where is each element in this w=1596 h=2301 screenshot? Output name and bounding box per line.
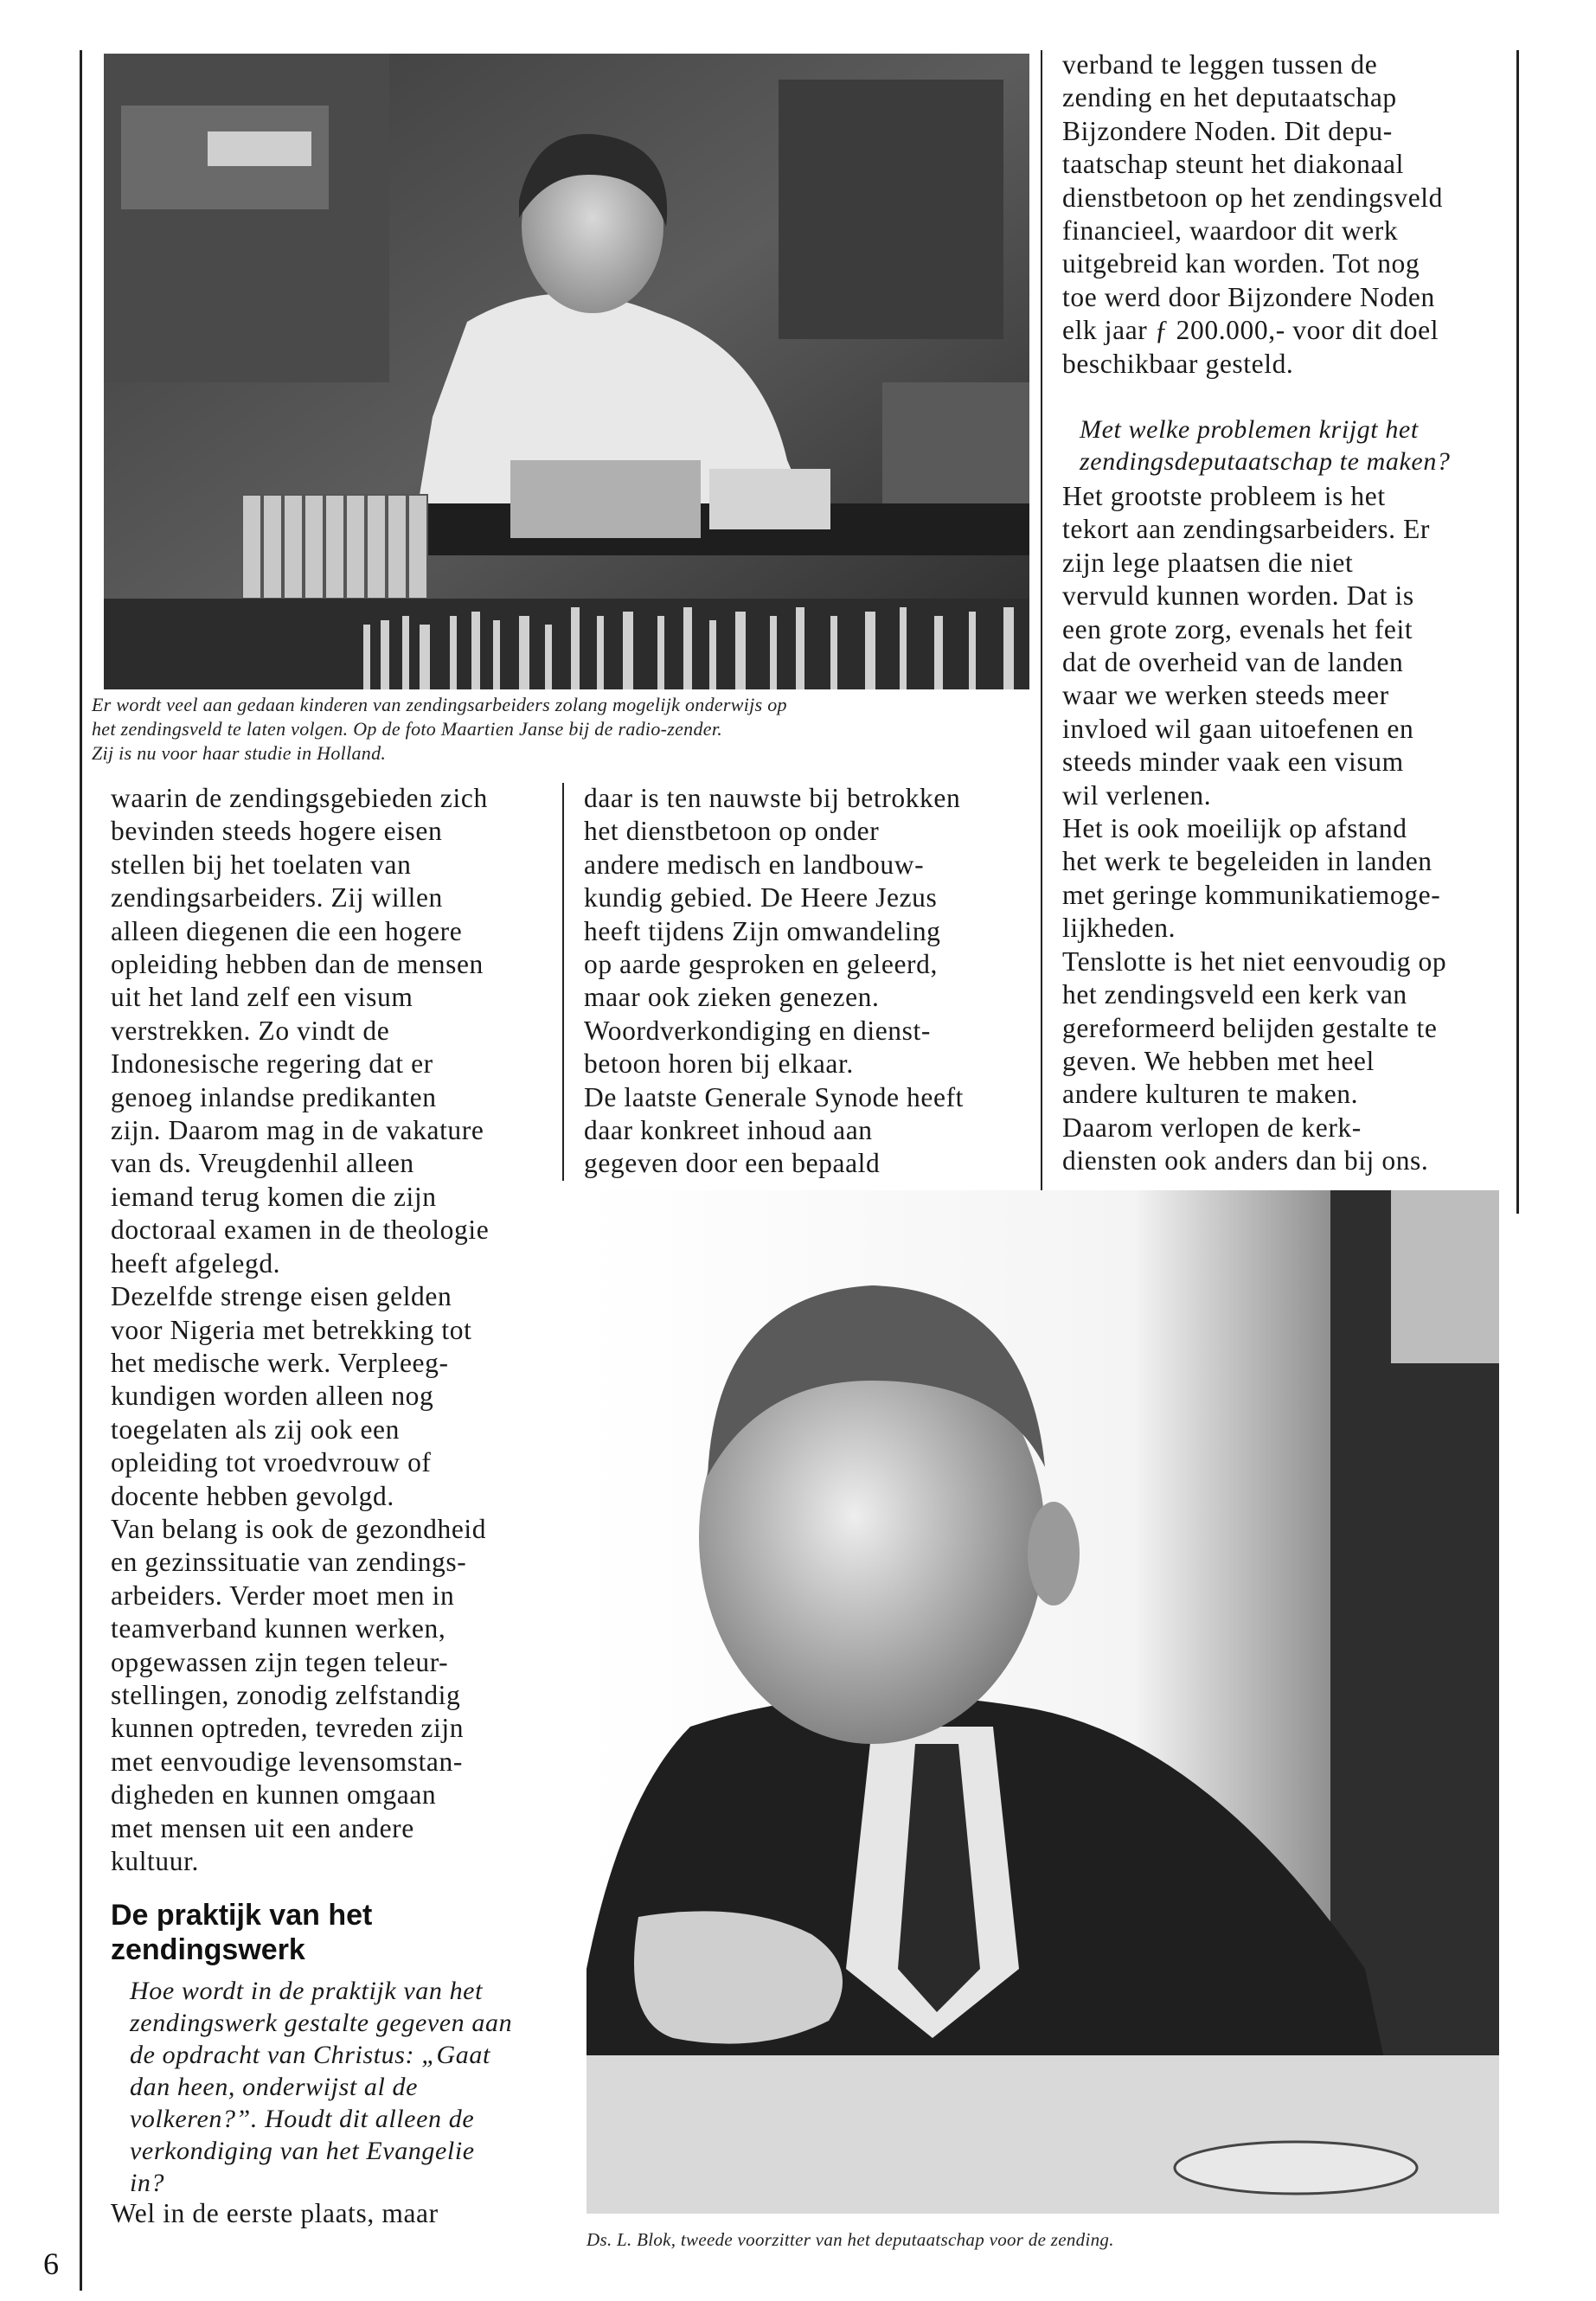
body-line: Het grootste probleem is het [1062, 481, 1386, 511]
body-line: met mensen uit een andere [111, 1812, 414, 1843]
body-line: het medische werk. Verpleeg- [111, 1347, 449, 1378]
body-line: zendingsarbeiders. Zij willen [111, 882, 443, 913]
body-line: verstrekken. Zo vindt de [111, 1015, 390, 1046]
body-line: en gezinssituatie van zendings- [111, 1547, 467, 1578]
photo-ds-blok-caption [586, 2227, 1503, 2252]
body-line: zijn. Daarom mag in de vakature [111, 1115, 484, 1146]
body-line: met geringe kommunikatiemoge- [1062, 879, 1441, 910]
column-3-answer [1062, 480, 1512, 1178]
column-3 [1062, 48, 1512, 381]
body-line: heeft afgelegd. [111, 1247, 281, 1279]
body-line: zijn lege plaatsen die niet [1062, 547, 1354, 578]
photo-radio-station [104, 54, 1029, 689]
body-line: invloed wil gaan uitoefenen en [1062, 713, 1414, 744]
photo-radio-station-caption [92, 693, 1035, 766]
body-line: van ds. Vreugdenhil alleen [111, 1148, 414, 1179]
body-line: stellingen, zonodig zelfstandig [111, 1679, 461, 1710]
body-line: teamverband kunnen werken, [111, 1613, 446, 1644]
body-line: diensten ook anders dan bij ons. [1062, 1145, 1429, 1176]
body-line: stellen bij het toelaten van [111, 849, 412, 880]
body-line: Woordverkondiging en dienst- [584, 1015, 931, 1046]
body-line: financieel, waardoor dit werk [1062, 215, 1399, 247]
body-line: daar konkreet inhoud aan [584, 1115, 873, 1146]
column-1-question [130, 1975, 562, 2199]
body-line: voor Nigeria met betrekking tot [111, 1314, 472, 1345]
body-line: uit het land zelf een visum [111, 982, 413, 1013]
body-line: vervuld kunnen worden. Dat is [1062, 580, 1414, 612]
body-line: het zendingsveld een kerk van [1062, 979, 1407, 1010]
question-line: de opdracht van Christus: „Gaat [130, 2041, 490, 2069]
body-line: het dienstbetoon op onder [584, 816, 880, 847]
body-line: Dezelfde strenge eisen gelden [111, 1281, 452, 1312]
body-line: doctoraal examen in de theologie [111, 1215, 490, 1246]
col2-col3-rule [1041, 50, 1042, 1201]
body-line: Wel in de eerste plaats, maar [111, 2198, 439, 2228]
body-line: opgewassen zijn tegen teleur- [111, 1646, 449, 1677]
body-line: iemand terug komen die zijn [111, 1181, 437, 1212]
body-line: lijkheden. [1062, 913, 1176, 944]
body-line: andere medisch en landbouw- [584, 849, 925, 880]
body-line: Het is ook moeilijk op afstand [1062, 813, 1407, 844]
question-line: in? [130, 2169, 165, 2197]
body-line: De laatste Generale Synode heeft [584, 1081, 965, 1112]
body-line: waar we werken steeds meer [1062, 680, 1389, 711]
body-line: bevinden steeds hogere eisen [111, 816, 443, 847]
body-line: Indonesische regering dat er [111, 1048, 433, 1080]
caption-line: Ds. L. Blok, tweede voorzitter van het deputaatschap voor de zending. [586, 2229, 1114, 2250]
column-1-answer [111, 2197, 561, 2230]
body-line: zending en het deputaatschap [1062, 82, 1397, 113]
caption-line: het zendingsveld te laten volgen. Op de foto Maartien Janse bij de radio-zender. [92, 718, 723, 740]
heading-line: De praktijk van het [111, 1899, 373, 1932]
body-line: andere kulturen te maken. [1062, 1079, 1359, 1110]
question-line: verkondiging van het Evangelie [130, 2137, 475, 2165]
heading-line: zendingswerk [111, 1933, 305, 1966]
body-line: een grote zorg, evenals het feit [1062, 613, 1413, 644]
question-line: Hoe wordt in de praktijk van het [130, 1977, 484, 2005]
body-line: dienstbetoon op het zendingsveld [1062, 182, 1443, 213]
body-line: elk jaar ƒ 200.000,- voor dit doel [1062, 315, 1439, 346]
body-line: met eenvoudige levensomstan- [111, 1746, 463, 1777]
photo-ds-blok [586, 1190, 1499, 2214]
left-rule [80, 50, 82, 2291]
body-line: steeds minder vaak een visum [1062, 747, 1404, 778]
body-line: gegeven door een bepaald [584, 1148, 881, 1179]
body-line: kundig gebied. De Heere Jezus [584, 882, 938, 913]
body-line: geven. We hebben met heel [1062, 1045, 1375, 1076]
body-line: op aarde gesproken en geleerd, [584, 949, 938, 980]
question-line: volkeren?”. Houdt dit alleen de [130, 2105, 475, 2133]
page-number: 6 [43, 2247, 59, 2281]
column-3-question [1080, 413, 1512, 478]
body-line: daar is ten nauwste bij betrokken [584, 783, 961, 813]
section-heading [111, 1898, 561, 1967]
body-line: waarin de zendingsgebieden zich [111, 783, 488, 813]
body-line: digheden en kunnen omgaan [111, 1779, 437, 1811]
col1-col2-rule [562, 783, 564, 1181]
body-line: Bijzondere Noden. Dit depu- [1062, 115, 1393, 146]
body-line: tekort aan zendingsarbeiders. Er [1062, 514, 1431, 545]
body-line: Van belang is ook de gezondheid [111, 1513, 487, 1544]
body-line: wil verlenen. [1062, 779, 1212, 811]
body-line: opleiding hebben dan de mensen [111, 949, 484, 980]
body-line: dat de overheid van de landen [1062, 647, 1404, 678]
body-line: uitgebreid kan worden. Tot nog [1062, 248, 1420, 279]
body-line: beschikbaar gesteld. [1062, 348, 1294, 379]
body-line: maar ook zieken genezen. [584, 982, 880, 1013]
body-line: kundigen worden alleen nog [111, 1381, 434, 1412]
body-line: het werk te begeleiden in landen [1062, 846, 1433, 877]
caption-line: Er wordt veel aan gedaan kinderen van zendingsarbeiders zolang mogelijk onderwijs op [92, 694, 787, 715]
body-line: genoeg inlandse predikanten [111, 1081, 437, 1112]
body-line: opleiding tot vroedvrouw of [111, 1447, 432, 1478]
body-line: kultuur. [111, 1846, 199, 1876]
body-line: arbeiders. Verder moet men in [111, 1580, 455, 1611]
body-line: toegelaten als zij ook een [111, 1413, 400, 1445]
body-line: heeft tijdens Zijn omwandeling [584, 915, 941, 946]
column-1 [111, 782, 552, 1878]
right-rule [1516, 50, 1519, 1214]
body-line: toe werd door Bijzondere Noden [1062, 281, 1435, 312]
photo-radio-station-image [104, 54, 1029, 689]
body-line: kunnen optreden, tevreden zijn [111, 1713, 465, 1744]
column-2 [584, 782, 1034, 1181]
photo-ds-blok-image [586, 1190, 1499, 2214]
body-line: taatschap steunt het diakonaal [1062, 149, 1404, 180]
question-line: dan heen, onderwijst al de [130, 2073, 419, 2101]
caption-line: Zij is nu voor haar studie in Holland. [92, 742, 387, 764]
body-line: betoon horen bij elkaar. [584, 1048, 854, 1080]
body-line: gereformeerd belijden gestalte te [1062, 1012, 1438, 1043]
body-line: Daarom verlopen de kerk- [1062, 1112, 1362, 1143]
body-line: Tenslotte is het niet eenvoudig op [1062, 945, 1447, 977]
question-line: Met welke problemen krijgt het [1080, 415, 1419, 444]
body-line: docente hebben gevolgd. [111, 1480, 394, 1511]
question-line: zendingswerk gestalte gegeven aan [130, 2009, 513, 2037]
body-line: verband te leggen tussen de [1062, 49, 1378, 80]
body-line: alleen diegenen die een hogere [111, 915, 463, 946]
question-line: zendingsdeputaatschap te maken? [1080, 447, 1451, 476]
